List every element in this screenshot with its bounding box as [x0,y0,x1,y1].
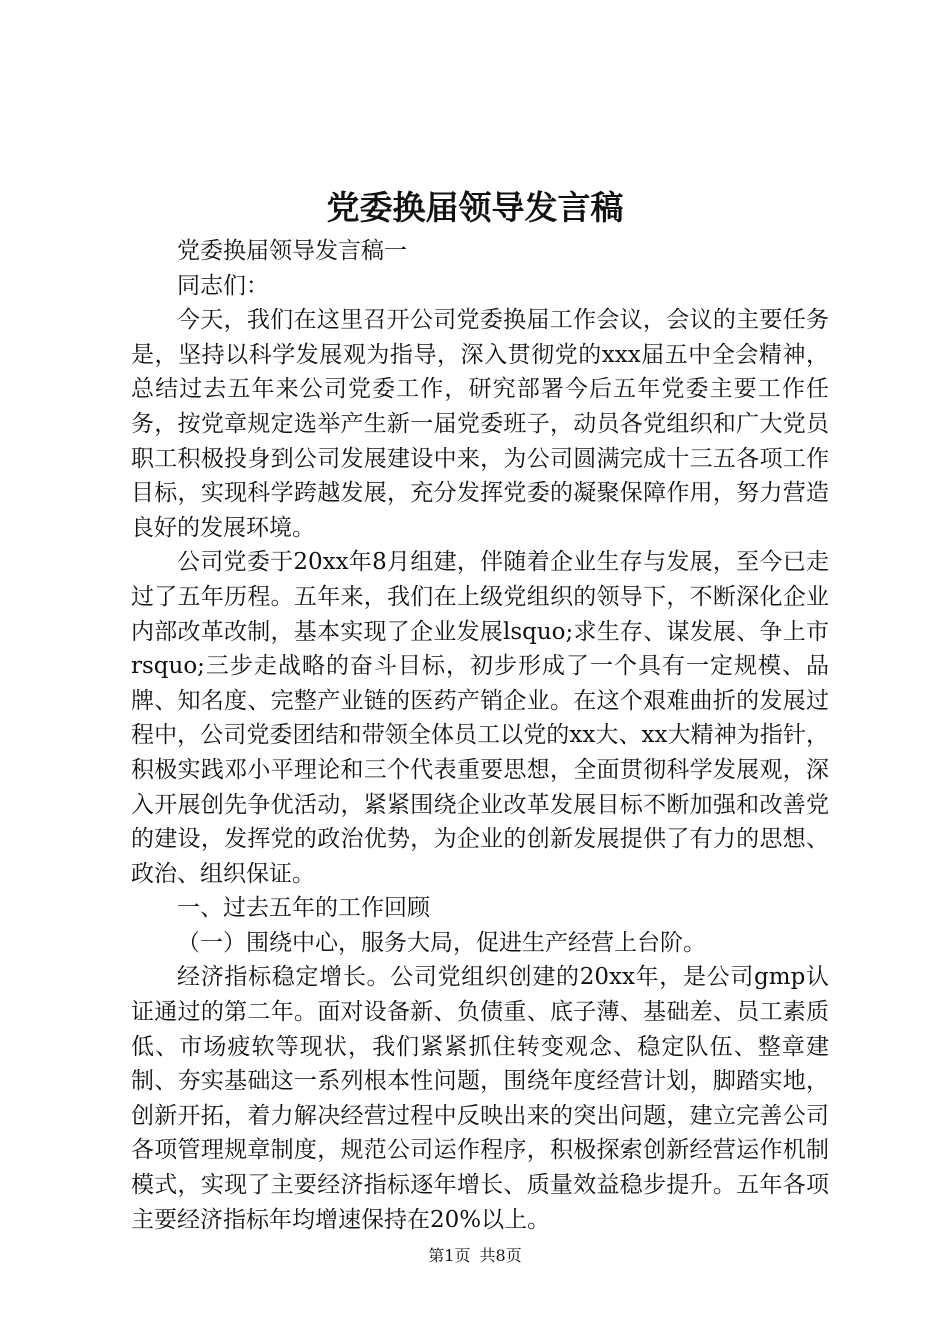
subsection-heading: （一）围绕中心，服务大局，促进生产经营上台阶。 [177,929,706,956]
body-paragraph: 经济指标稳定增长。公司党组织创建的20xx年，是公司gmp认证通过的第二年。面对设备新、负债重、底子薄、基础差、员工素质低、市场疲软等现状，我们紧紧抓住转变观念、稳定队伍、整章建制、夯实基础这一系列根本性问题，围绕年度经营计划，脚踏实地，创新开拓，着力解决经营过程中反映出来的突出问题，建立完善公司各项管理规章制度，规范公司运作程序，积极探索创新经营运作机制模式，实现了主要经济指标逐年增长、质量效益稳步提升。五年各项主要经济指标年均增速保持在20%以上。 [131,964,829,1233]
document-title: 党委换届领导发言稿 [326,188,624,227]
body-paragraph: 今天，我们在这里召开公司党委换届工作会议，会议的主要任务是，坚持以科学发展观为指导，深入贯彻党的xxx届五中全会精神，总结过去五年来公司党委工作，研究部署今后五年党委主要工作任务，按党章规定选举产生新一届党委班子，动员各党组织和广大党员职工积极投身到公司发展建设中来，为公司圆满完成十三五各项工作目标，实现科学跨越发展，充分发挥党委的凝聚保障作用，努力营造良好的发展环境。 [131,307,829,541]
section-heading: 党委换届领导发言稿一 [177,238,407,264]
page-number: 第1页 [428,1246,471,1265]
body-paragraph: 公司党委于20xx年8月组建，伴随着企业生存与发展，至今已走过了五年历程。五年来，我们在上级党组织的领导下，不断深化企业内部改革改制，基本实现了企业发展lsquo;求生存、谋发展、争上市rsquo;三步走战略的奋斗目标，初步形成了一个具有一定规模、品牌、知名度、完整产业链的医药产销企业。在这个艰难曲折的发展过程中，公司党委团结和带领全体员工以党的xx大、xx大精神为指针，积极实践邓小平理论和三个代表重要思想，全面贯彻科学发展观，深入开展创先争优活动，紧紧围绕企业改革发展目标不断加强和改善党的建设，发挥党的政治优势，为企业的创新发展提供了有力的思想、政治、组织保证。 [131,549,829,887]
salutation: 同志们： [177,272,269,299]
page-total: 共8页 [479,1246,522,1265]
section-heading: 一、过去五年的工作回顾 [177,895,430,922]
page-footer [0,1245,950,1267]
document-body [131,234,829,1237]
